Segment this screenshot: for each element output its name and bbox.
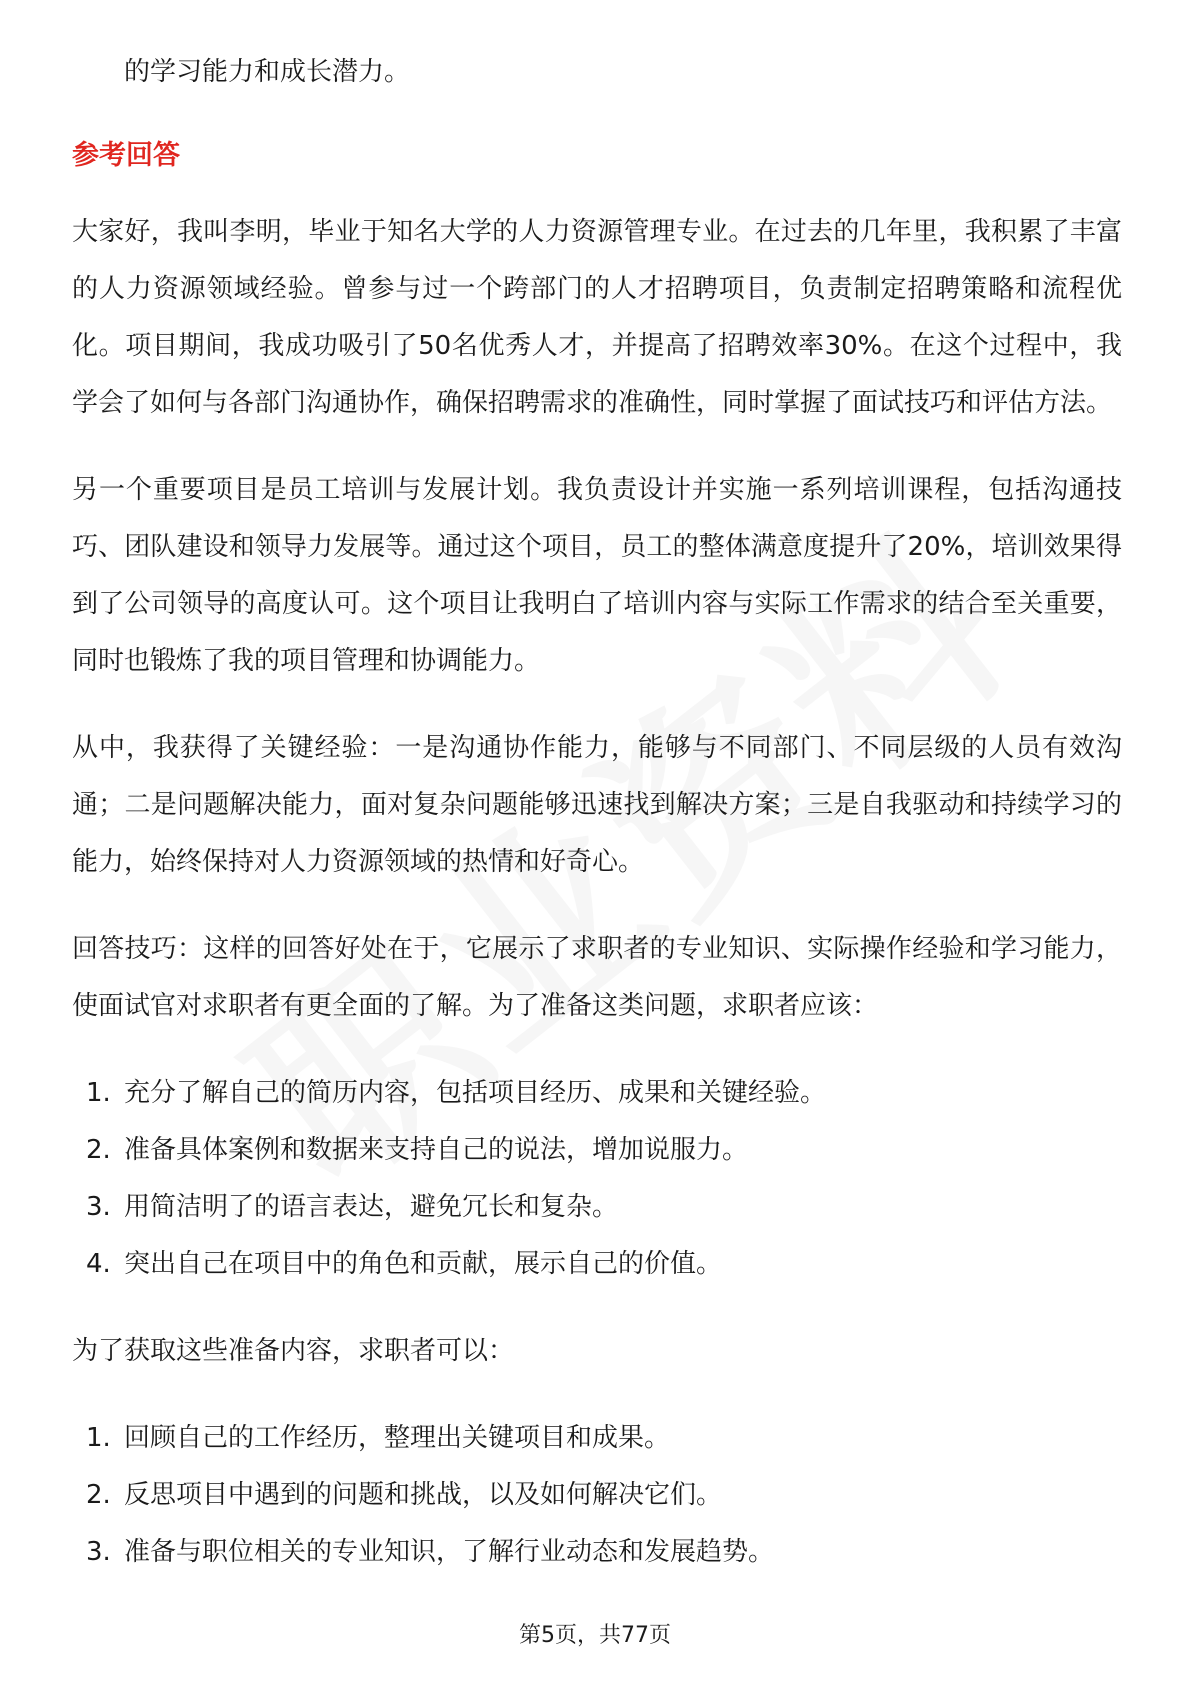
paragraph-training-project: 另一个重要项目是员工培训与发展计划。我负责设计并实施一系列培训课程，包括沟通技巧、团队建设和领导力发展等。通过这个项目，员工的整体满意度提升了20%，培训效果得到了公司领导的高度认可。这个项目让我明白了培训内容与实际工作需求的结合至关重要，同时也锻炼了我的项目管理和协调能力。 xyxy=(72,475,1122,676)
list-item xyxy=(72,1524,1122,1581)
list-item-text: 充分了解自己的简历内容，包括项目经历、成果和关键经验。 xyxy=(124,1078,827,1108)
document-body xyxy=(72,44,1122,1611)
list-item-text: 反思项目中遇到的问题和挑战，以及如何解决它们。 xyxy=(124,1480,723,1510)
paragraph-prep-intro: 为了获取这些准备内容，求职者可以： xyxy=(72,1336,515,1366)
list-item-text: 突出自己在项目中的角色和贡献，展示自己的价值。 xyxy=(124,1249,723,1279)
list-item xyxy=(72,1467,1122,1524)
list-number: 3. xyxy=(86,1537,111,1567)
list-item-text: 回顾自己的工作经历，整理出关键项目和成果。 xyxy=(124,1423,671,1453)
list-item xyxy=(72,1236,1122,1293)
list-number: 3. xyxy=(86,1192,111,1222)
list-item xyxy=(72,1065,1122,1122)
list-item-text: 用简洁明了的语言表达，避免冗长和复杂。 xyxy=(124,1192,619,1222)
list-item-text: 准备具体案例和数据来支持自己的说法，增加说服力。 xyxy=(124,1135,749,1165)
page-footer: 第5页，共77页 xyxy=(519,1623,671,1648)
list-item xyxy=(72,1410,1122,1467)
paragraph-intro: 大家好，我叫李明，毕业于知名大学的人力资源管理专业。在过去的几年里，我积累了丰富的人力资源领域经验。曾参与过一个跨部门的人才招聘项目，负责制定招聘策略和流程优化。项目期间，我成功吸引了50名优秀人才，并提高了招聘效率30%。在这个过程中，我学会了如何与各部门沟通协作，确保招聘需求的准确性，同时掌握了面试技巧和评估方法。 xyxy=(72,217,1122,418)
list-number: 2. xyxy=(86,1135,111,1165)
paragraph-key-experience: 从中，我获得了关键经验：一是沟通协作能力，能够与不同部门、不同层级的人员有效沟通；二是问题解决能力，面对复杂问题能够迅速找到解决方案；三是自我驱动和持续学习的能力，始终保持对人力资源领域的热情和好奇心。 xyxy=(72,733,1122,877)
list-number: 4. xyxy=(86,1249,111,1279)
list-number: 1. xyxy=(86,1078,111,1108)
prep-list xyxy=(72,1410,1122,1581)
tips-list xyxy=(72,1065,1122,1293)
section-heading: 参考回答 xyxy=(72,140,180,171)
list-number: 1. xyxy=(86,1423,111,1453)
continuation-line: 的学习能力和成长潜力。 xyxy=(124,57,411,87)
list-number: 2. xyxy=(86,1480,111,1510)
paragraph-answer-tips: 回答技巧：这样的回答好处在于，它展示了求职者的专业知识、实际操作经验和学习能力，使面试官对求职者有更全面的了解。为了准备这类问题，求职者应该： xyxy=(72,934,1122,1021)
list-item xyxy=(72,1179,1122,1236)
list-item xyxy=(72,1122,1122,1179)
list-item-text: 准备与职位相关的专业知识，了解行业动态和发展趋势。 xyxy=(124,1537,775,1567)
